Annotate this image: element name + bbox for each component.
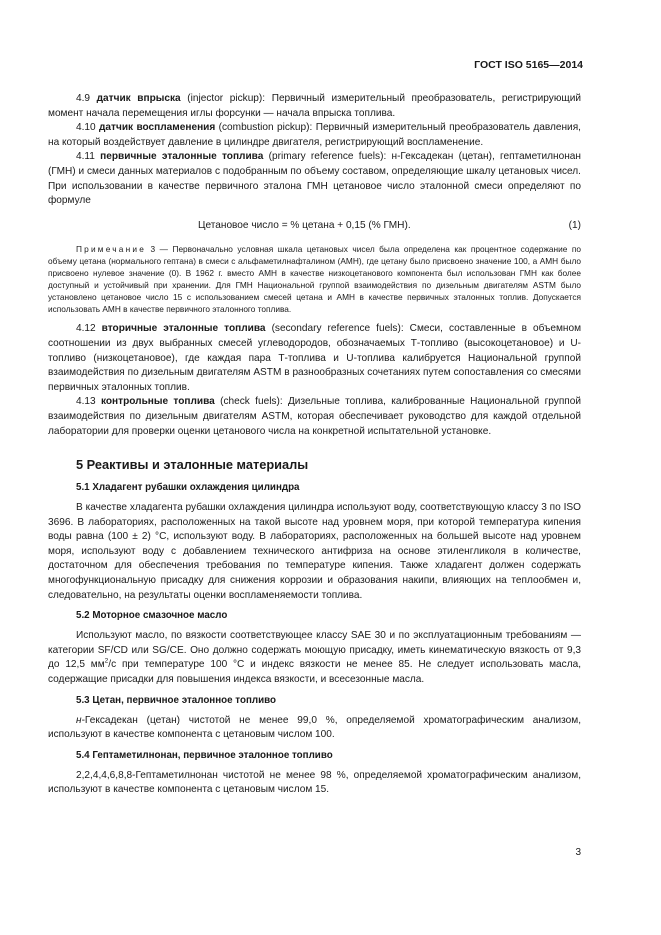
note-3: Примечание 3 — Первоначально условная шкала цетановых чисел была определена как процентное содержание по объему цетана (нормального гептана) в смеси с альфаметилнафталином (АМН), где цетану было присвоено значение 100, а АМН было присвоено нулевое значение (0). В 1962 г. вместо АМН в качестве низкоцетанового компонента был использован ГМН как более доступный и устойчивый при хранении. Для ГМН Национальной группой взаимодействия по дизельным двигателям ASTM было установлено цетановое число 15 с использованием смесей цетана и АМН в качестве первичных эталонных топлив. Допускается использовать АМН в качестве первичного эталонного топлива. bbox=[48, 244, 581, 315]
subsection-5-4-title: 5.4 Гептаметилнонан, первичное эталонное топливо bbox=[76, 749, 333, 761]
definition-4-9: 4.9 датчик впрыска (injector pickup): Первичный измерительный преобразователь, регистрирующий момент начала перемещения иглы форсунки — начала впрыска топлива. bbox=[48, 93, 581, 119]
subsection-5-3-text: н-Гексадекан (цетан) чистотой не менее 99,0 %, определяемой хроматографическим анализом, используют в качестве компонента с цетановым числом 100. bbox=[48, 714, 581, 741]
term: вторичные эталонные топлива bbox=[101, 323, 266, 335]
term: датчик воспламенения bbox=[99, 122, 216, 134]
term: первичные эталонные топлива bbox=[100, 151, 264, 163]
formula-number: (1) bbox=[568, 219, 581, 231]
definition-4-10: 4.10 датчик воспламенения (combustion pickup): Первичный измерительный преобразователь давления, на который воздействует давление в цилиндре двигателя, регистрирующий воспламенение. bbox=[48, 122, 581, 148]
note-label: Примечание bbox=[76, 244, 147, 255]
section-5-title: 5 Реактивы и эталонные материалы bbox=[76, 457, 309, 473]
subsection-5-3-title: 5.3 Цетан, первичное эталонное топливо bbox=[76, 694, 276, 706]
page-number: 3 bbox=[575, 847, 581, 858]
subsection-5-1-title: 5.1 Хладагент рубашки охлаждения цилиндра bbox=[76, 482, 300, 494]
subsection-5-4-text: 2,2,4,4,6,8,8-Гептаметилнонан чистотой не менее 98 %, определяемой хроматографическим анализом, используют в качестве компонента с цетановым числом 15. bbox=[48, 769, 581, 796]
formula-expression: Цетановое число = % цетана + 0,15 (% ГМН). bbox=[198, 219, 411, 231]
term: контрольные топлива bbox=[100, 396, 215, 408]
definition-4-11: 4.11 первичные эталонные топлива (primary reference fuels): н-Гексадекан (цетан), гептаметилнонан (ГМН) и смеси данных материалов с подобранным по объему составом, определяющие шкалу цетановых чисел. При использовании в качестве первичного эталона ГМН цетановое число эталонной смеси определяют по формуле bbox=[48, 151, 581, 207]
subsection-5-2-title: 5.2 Моторное смазочное масло bbox=[76, 610, 228, 622]
subsection-5-2-text: Используют масло, по вязкости соответствующее классу SAE 30 и по эксплуатационным требованиям — категории SF/CD или SG/CE. Оно должно содержать моющую присадку, иметь кинематическую вязкость от 9,3 до 12,5 $мм^2/с$ при температуре 100 °С и индекс вязкости не менее 85. Не следует использовать масла, содержащие присадки для повышения индекса вязкости, и всесезонные масла. bbox=[48, 630, 582, 686]
definition-4-13: 4.13 контрольные топлива (check fuels): Дизельные топлива, калиброванные Национальной группой взаимодействия по дизельным двигателям ASTM, которая обеспечивает руководство для каждой отдельной лаборатории для проверки оценки цетанового числа на конкретной испытательной установке. bbox=[48, 396, 582, 437]
formula bbox=[48, 219, 581, 234]
definition-4-12: 4.12 вторичные эталонные топлива (secondary reference fuels): Смеси, составленные в объемном соотношении из двух выбранных смесей углеводородов, обозначаемых Т-топливо (высокоцетановое) и U-топливо (низкоцетановое), где каждая пара Т-топлива и U-топлива калибруется Национальной группой взаимодействия по дизельным двигателям ASTM в разнообразных сочетаниях путем сопоставления со смесями первичных эталонных топлив. bbox=[48, 323, 582, 393]
standard-header: ГОСТ ISO 5165—2014 bbox=[474, 59, 583, 71]
term: датчик впрыска bbox=[96, 93, 181, 104]
document-body bbox=[48, 92, 581, 798]
subsection-5-1-text: В качестве хладагента рубашки охлаждения цилиндра используют воду, соответствующую классу 3 по ISO 3696. В лабораториях, расположенных на такой высоте над уровнем моря, при которой температура кипения воды равна (100 ± 2) °С, используют воду. В лабораториях, расположенных на большей высоте над уровнем моря, используют воду с добавлением технического антифриза на основе этиленгликоля в количестве, достаточном для обеспечения требования по температуре кипения. Также хладагент должен содержать многофункциональную присадку для снижения коррозии и образования накипи, влияющих на теплообмен и, следовательно, на результаты оценки воспламеняемости топлива. bbox=[48, 502, 581, 601]
